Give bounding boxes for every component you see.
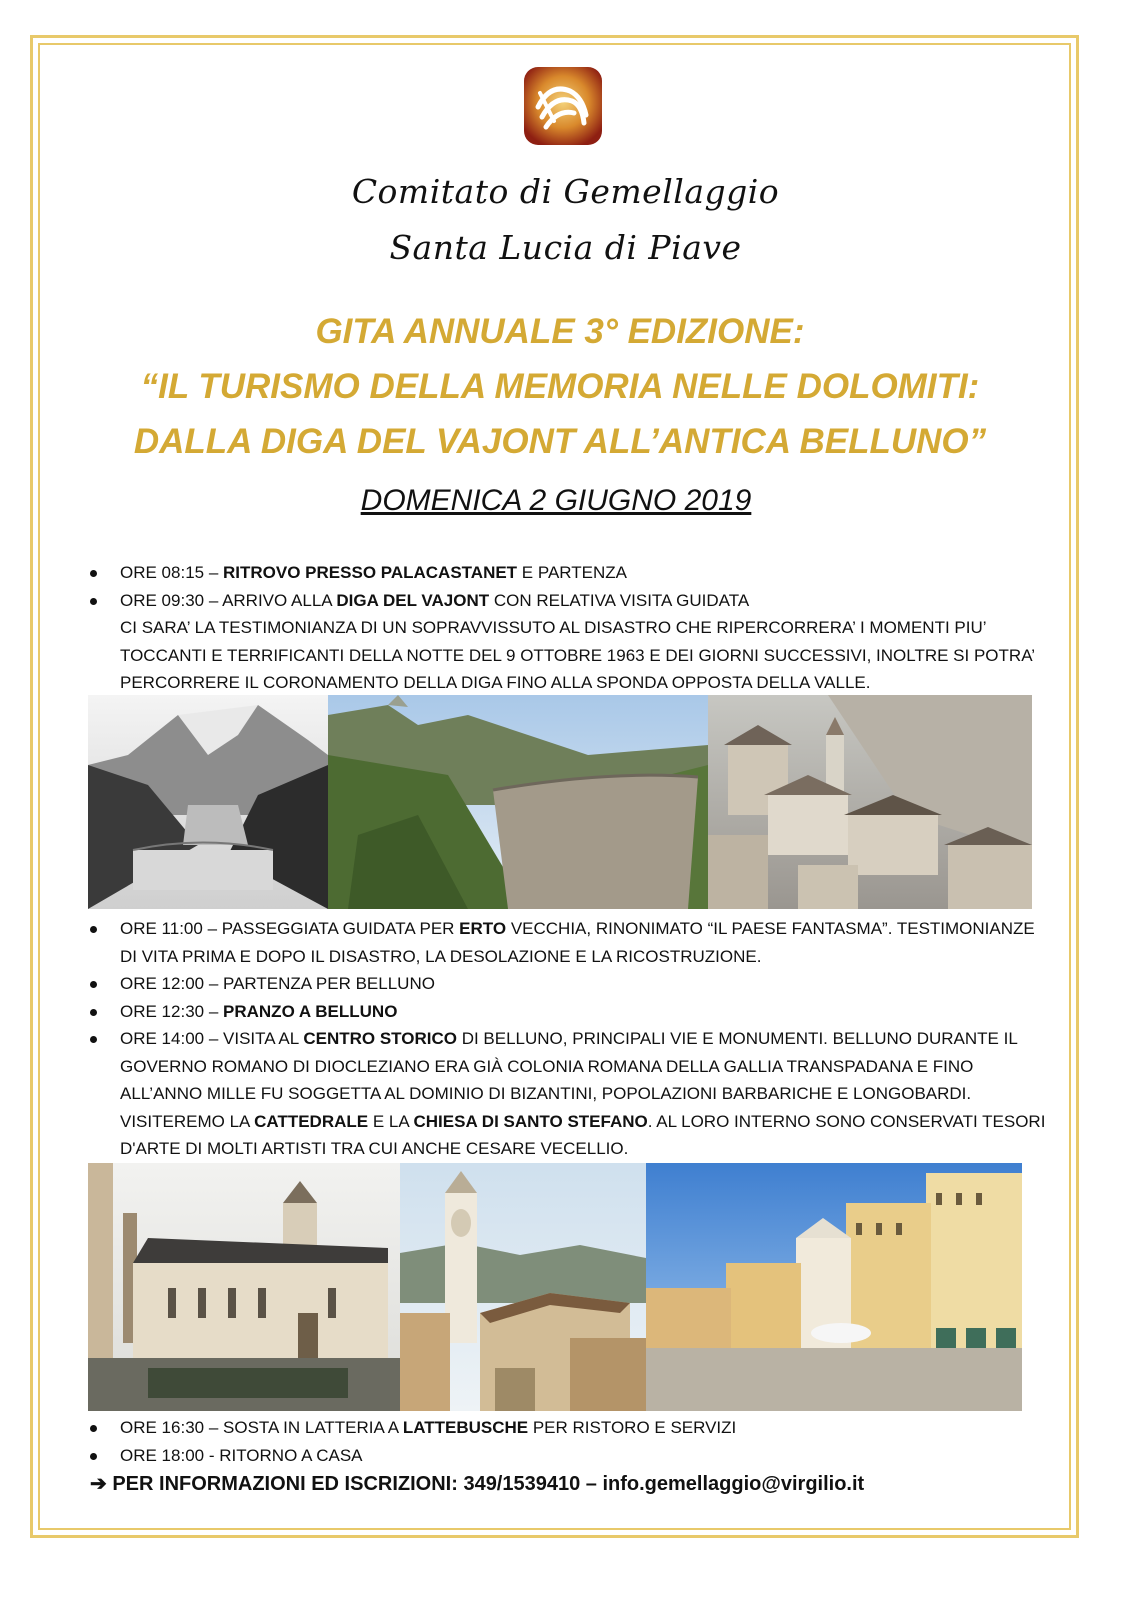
santo-stefano-church-photo <box>88 1163 400 1411</box>
item-text: ORE 08:15 – <box>120 563 224 582</box>
itinerary-list-midday <box>88 915 1048 1163</box>
item-highlight: CATTEDRALE <box>254 1111 369 1131</box>
list-item <box>88 1442 1048 1470</box>
item-text: DI BELLUNO, PRINCIPALI VIE E MONUMENTI. BELLUNO DURANTE IL GOVERNO ROMANO DI DIOCLEZIANO ERA GIÀ COLONIA ROMANA DELLA GALLIA TRANSPADANA E FINO ALL’ANNO MILLE FU SOGGETTA AL DOMINIO DI BIZANTINI, POPOLAZIONI BARBARICHE E LONGOBARDI. VISITEREMO LA <box>120 1029 1018 1131</box>
event-title <box>0 304 1120 469</box>
twinning-hands-logo-icon <box>520 63 606 149</box>
item-highlight: CENTRO STORICO <box>303 1029 457 1048</box>
item-highlight: DIGA DEL VAJONT <box>336 590 490 610</box>
vajont-dam-photo <box>328 695 708 909</box>
item-highlight: RITROVO PRESSO PALACASTANET <box>223 563 518 582</box>
item-highlight: CHIESA DI SANTO STEFANO <box>413 1111 648 1131</box>
item-description: CI SARA’ LA TESTIMONIANZA DI UN SOPRAVVISSUTO AL DISASTRO CHE RIPERCORRERA’ I MOMENTI PIU’ TOCCANTI E TERRIFICANTI DELLA NOTTE DEL 9 OTTOBRE 1963 E DEI GIORNI SUCCESSIVI, INOLTRE SI POTRA’ PERCORRERE IL CORONAMENTO DELLA DIGA FINO ALLA SPONDA OPPOSTA DELLA VALLE. <box>120 618 1035 692</box>
belluno-cathedral-photo <box>400 1163 646 1411</box>
item-text: ORE 14:00 – VISITA AL <box>120 1029 304 1048</box>
item-text: ORE 09:30 – ARRIVO ALLA <box>120 590 337 610</box>
contact-info <box>90 1471 864 1496</box>
item-highlight: ERTO <box>459 919 507 938</box>
vajont-historic-photo <box>88 695 328 909</box>
piazza-belluno-photo <box>646 1163 1022 1411</box>
item-text: E LA <box>368 1111 414 1131</box>
list-item <box>88 970 1048 998</box>
title-line-2: “IL TURISMO DELLA MEMORIA NELLE DOLOMITI: <box>140 367 980 406</box>
item-text: ORE 12:30 – <box>120 1001 224 1021</box>
item-text: PER RISTORO E SERVIZI <box>528 1418 737 1437</box>
item-text: . AL LORO INTERNO SONO CONSERVATI TESORI D'ARTE DI MOLTI ARTISTI TRA CUI ANCHE CESARE VECELLIO. <box>120 1111 1046 1158</box>
list-item <box>88 998 1048 1026</box>
list-item <box>88 559 1048 587</box>
list-item <box>88 915 1048 970</box>
list-item <box>88 1025 1048 1163</box>
list-item <box>88 1414 1048 1442</box>
item-text: ORE 16:30 – SOSTA IN LATTERIA A <box>120 1418 403 1437</box>
title-line-1: GITA ANNUALE 3° EDIZIONE: <box>315 312 805 351</box>
itinerary-list-afternoon <box>88 1414 1048 1469</box>
erto-village-photo <box>708 695 1032 909</box>
contact-text: PER INFORMAZIONI ED ISCRIZIONI: 349/1539410 – info.gemellaggio@virgilio.it <box>112 1473 865 1495</box>
committee-town: Santa Lucia di Piave <box>389 228 742 267</box>
item-text: CON RELATIVA VISITA GUIDATA <box>489 590 750 610</box>
list-item <box>88 587 1048 697</box>
photo-strip-belluno <box>88 1163 1022 1411</box>
item-highlight: PRANZO A BELLUNO <box>223 1001 398 1021</box>
committee-name: Comitato di Gemellaggio <box>351 172 780 211</box>
arrow-right-icon: ➔ <box>90 1473 107 1495</box>
item-text: ORE 11:00 – PASSEGGIATA GUIDATA PER <box>120 919 460 938</box>
item-text: E PARTENZA <box>517 563 627 582</box>
item-text: ORE 18:00 - RITORNO A CASA <box>120 1445 363 1465</box>
event-date: DOMENICA 2 GIUGNO 2019 <box>360 484 752 517</box>
title-line-3: DALLA DIGA DEL VAJONT ALL’ANTICA BELLUNO” <box>133 422 987 461</box>
item-text: ORE 12:00 – PARTENZA PER BELLUNO <box>120 974 435 993</box>
itinerary-list-morning <box>88 559 1048 697</box>
item-highlight: LATTEBUSCHE <box>402 1418 529 1437</box>
item-text: VECCHIA, RINONIMATO “IL PAESE FANTASMA”. TESTIMONIANZE DI VITA PRIMA E DOPO IL DISASTRO, LA DESOLAZIONE E LA RICOSTRUZIONE. <box>120 919 1035 966</box>
photo-strip-vajont <box>88 695 1032 909</box>
